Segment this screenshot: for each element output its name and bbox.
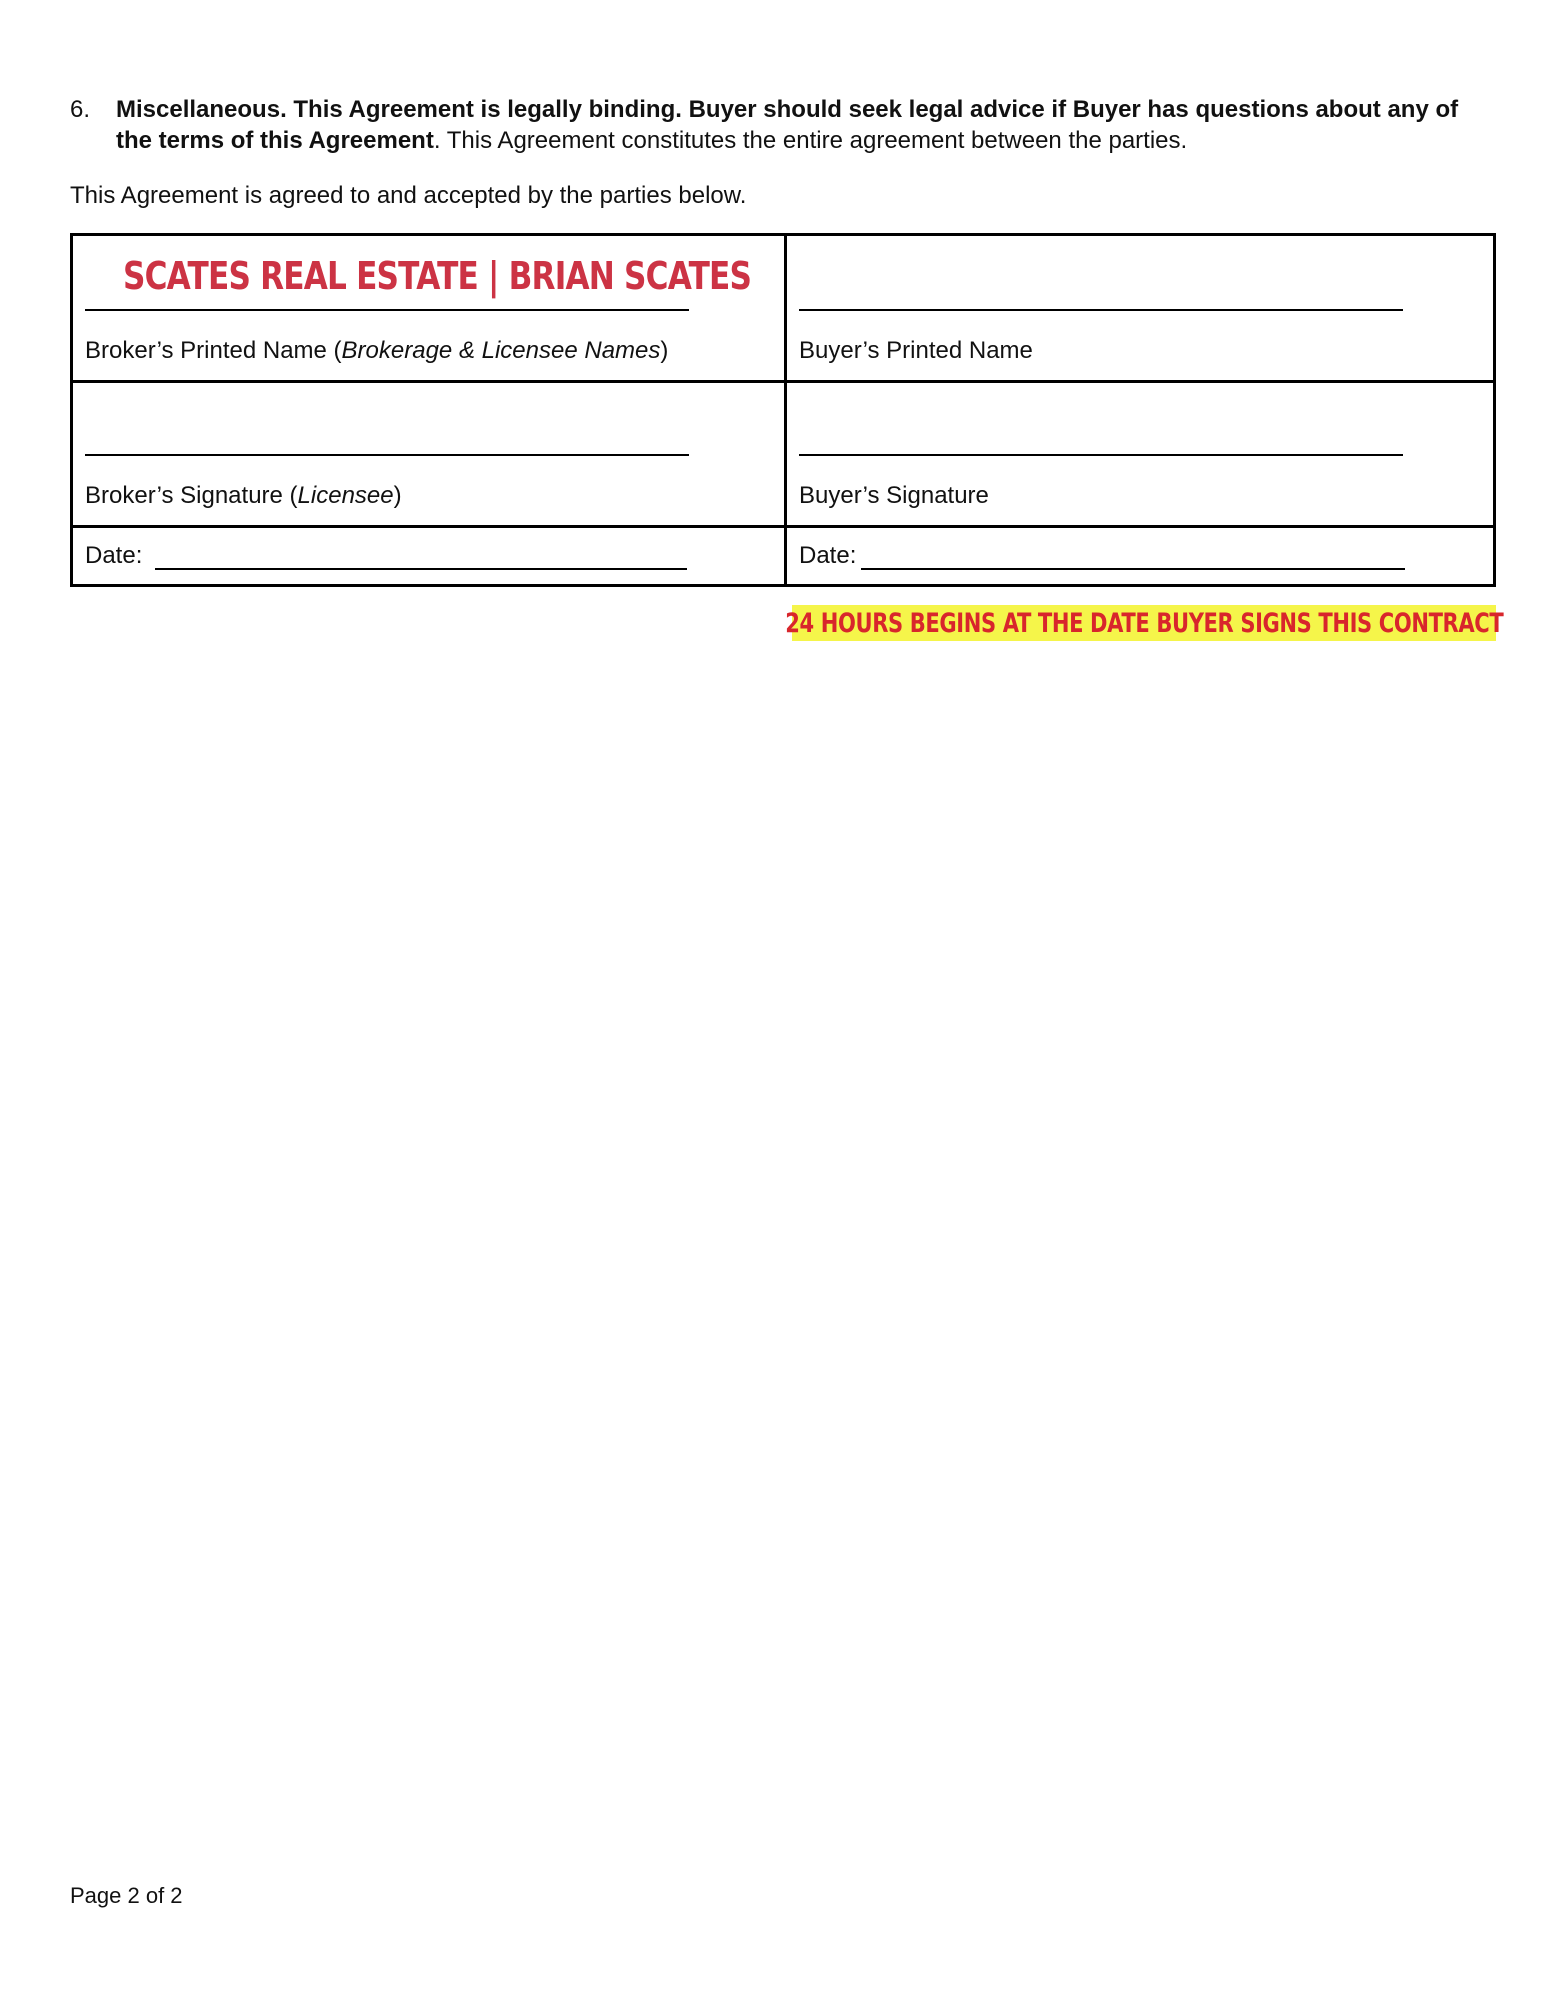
buyer-signature-line[interactable] [799,454,1403,456]
page-number: Page 2 of 2 [70,1883,183,1908]
signature-table [70,233,1496,587]
buyer-date-line[interactable] [861,568,1405,570]
buyer-signature-cell [787,383,1493,525]
broker-date-label: Date: [85,542,143,569]
section-6-text [116,94,1470,156]
section-6-normal: . This Agreement constitutes the entire agreement between the parties. [433,127,1188,154]
buyer-printed-name-line[interactable] [799,309,1403,311]
section-number: 6. [70,96,91,123]
broker-printed-name-line[interactable] [85,309,689,311]
buyer-date-label: Date: [799,542,857,569]
broker-printed-name-label: Broker’s Printed Name (Brokerage & Licensee Names) [85,337,669,364]
buyer-date-cell [787,528,1493,584]
broker-signature-cell [73,383,784,525]
buyer-printed-name-label: Buyer’s Printed Name [799,337,1033,364]
notice-text: 24 HOURS BEGINS AT THE DATE BUYER SIGNS THIS CONTRACT [784,607,1504,639]
broker-date-line[interactable] [155,568,687,570]
section-6 [70,94,1470,156]
buyer-signature-label: Buyer’s Signature [799,482,989,509]
buyer-printed-name-cell [787,236,1493,380]
broker-name-stamp: SCATES REAL ESTATE | BRIAN SCATES [123,254,752,298]
broker-signature-line[interactable] [85,454,689,456]
agreement-intro: This Agreement is agreed to and accepted by the parties below. [70,182,747,209]
broker-printed-name-cell [73,236,784,380]
broker-signature-label: Broker’s Signature (Licensee) [85,482,402,509]
section-6-bold: Miscellaneous. This Agreement is legally binding. Buyer should seek legal advice if Buyer has questions about any of the terms of this Agreement [116,96,1459,154]
contract-timing-notice [784,605,1504,641]
broker-date-cell [73,528,784,584]
